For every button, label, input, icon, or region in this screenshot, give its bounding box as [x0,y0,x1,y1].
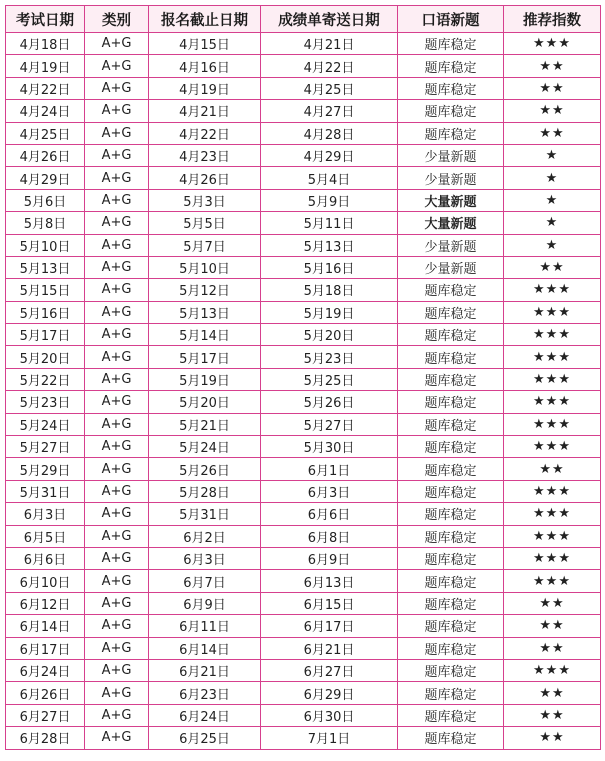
recommendation-stars: ★★★ [504,301,601,323]
table-row [6,570,601,592]
recommendation-stars: ★★★ [504,659,601,681]
header-speaking-new-questions: 口语新题 [398,6,504,33]
table-row [6,189,601,211]
exam-date-cell: 4月18日 [6,33,85,55]
type-cell: A+G [85,122,149,144]
deadline-cell: 4月15日 [149,33,261,55]
recommendation-stars: ★ [504,234,601,256]
result-date-cell: 5月9日 [261,189,398,211]
type-cell: A+G [85,144,149,166]
speaking-status-cell: 题库稳定 [398,100,504,122]
recommendation-stars: ★★ [504,77,601,99]
type-cell: A+G [85,100,149,122]
type-cell: A+G [85,256,149,278]
type-cell: A+G [85,525,149,547]
recommendation-stars: ★★ [504,682,601,704]
table-row [6,525,601,547]
exam-date-cell: 6月24日 [6,659,85,681]
speaking-status-cell: 题库稳定 [398,33,504,55]
exam-date-cell: 5月8日 [6,212,85,234]
speaking-status-cell: 题库稳定 [398,458,504,480]
speaking-status-cell: 大量新题 [398,189,504,211]
result-date-cell: 5月18日 [261,279,398,301]
table-row [6,324,601,346]
exam-date-cell: 6月17日 [6,637,85,659]
deadline-cell: 4月16日 [149,55,261,77]
deadline-cell: 6月11日 [149,615,261,637]
table-row [6,413,601,435]
deadline-cell: 6月7日 [149,570,261,592]
table-row [6,167,601,189]
type-cell: A+G [85,391,149,413]
exam-date-cell: 5月20日 [6,346,85,368]
exam-date-cell: 6月28日 [6,727,85,749]
exam-date-cell: 5月6日 [6,189,85,211]
table-body [6,33,601,750]
result-date-cell: 5月30日 [261,436,398,458]
exam-date-cell: 5月23日 [6,391,85,413]
exam-date-cell: 5月24日 [6,413,85,435]
type-cell: A+G [85,458,149,480]
recommendation-stars: ★★ [504,55,601,77]
header-result-mail-date: 成绩单寄送日期 [261,6,398,33]
table-row [6,77,601,99]
speaking-status-cell: 题库稳定 [398,413,504,435]
deadline-cell: 5月26日 [149,458,261,480]
recommendation-stars: ★★★ [504,279,601,301]
table-row [6,33,601,55]
result-date-cell: 6月21日 [261,637,398,659]
deadline-cell: 5月21日 [149,413,261,435]
table-row [6,637,601,659]
deadline-cell: 5月28日 [149,480,261,502]
type-cell: A+G [85,279,149,301]
type-cell: A+G [85,346,149,368]
header-row [6,6,601,33]
exam-schedule-table [5,5,601,750]
result-date-cell: 6月29日 [261,682,398,704]
recommendation-stars: ★★ [504,637,601,659]
exam-date-cell: 6月14日 [6,615,85,637]
exam-date-cell: 5月15日 [6,279,85,301]
result-date-cell: 6月1日 [261,458,398,480]
speaking-status-cell: 题库稳定 [398,436,504,458]
exam-date-cell: 4月29日 [6,167,85,189]
result-date-cell: 5月23日 [261,346,398,368]
type-cell: A+G [85,727,149,749]
recommendation-stars: ★ [504,189,601,211]
exam-date-cell: 4月26日 [6,144,85,166]
recommendation-stars: ★★★ [504,346,601,368]
recommendation-stars: ★★ [504,122,601,144]
deadline-cell: 6月14日 [149,637,261,659]
table-row [6,682,601,704]
speaking-status-cell: 题库稳定 [398,592,504,614]
type-cell: A+G [85,212,149,234]
exam-date-cell: 5月29日 [6,458,85,480]
exam-date-cell: 6月3日 [6,503,85,525]
recommendation-stars: ★ [504,212,601,234]
table-row [6,368,601,390]
type-cell: A+G [85,637,149,659]
recommendation-stars: ★★ [504,458,601,480]
speaking-status-cell: 题库稳定 [398,279,504,301]
result-date-cell: 4月22日 [261,55,398,77]
speaking-status-cell: 题库稳定 [398,368,504,390]
result-date-cell: 6月27日 [261,659,398,681]
table-row [6,704,601,726]
header-registration-deadline: 报名截止日期 [149,6,261,33]
exam-date-cell: 6月26日 [6,682,85,704]
result-date-cell: 6月17日 [261,615,398,637]
type-cell: A+G [85,33,149,55]
recommendation-stars: ★★★ [504,33,601,55]
recommendation-stars: ★★★ [504,391,601,413]
speaking-status-cell: 题库稳定 [398,480,504,502]
speaking-status-cell: 题库稳定 [398,570,504,592]
speaking-status-cell: 题库稳定 [398,324,504,346]
recommendation-stars: ★★ [504,100,601,122]
result-date-cell: 6月8日 [261,525,398,547]
speaking-status-cell: 题库稳定 [398,682,504,704]
table-row [6,346,601,368]
result-date-cell: 6月13日 [261,570,398,592]
deadline-cell: 4月22日 [149,122,261,144]
recommendation-stars: ★★ [504,592,601,614]
speaking-status-cell: 题库稳定 [398,391,504,413]
result-date-cell: 4月27日 [261,100,398,122]
deadline-cell: 6月23日 [149,682,261,704]
recommendation-stars: ★★★ [504,413,601,435]
result-date-cell: 5月25日 [261,368,398,390]
deadline-cell: 5月31日 [149,503,261,525]
speaking-status-cell: 少量新题 [398,144,504,166]
type-cell: A+G [85,234,149,256]
result-date-cell: 4月21日 [261,33,398,55]
recommendation-stars: ★★★ [504,480,601,502]
deadline-cell: 4月23日 [149,144,261,166]
header-recommendation-index: 推荐指数 [504,6,601,33]
deadline-cell: 4月19日 [149,77,261,99]
result-date-cell: 5月20日 [261,324,398,346]
table-row [6,659,601,681]
deadline-cell: 6月2日 [149,525,261,547]
speaking-status-cell: 题库稳定 [398,346,504,368]
speaking-status-cell: 题库稳定 [398,122,504,144]
type-cell: A+G [85,704,149,726]
exam-date-cell: 5月10日 [6,234,85,256]
deadline-cell: 5月5日 [149,212,261,234]
deadline-cell: 5月12日 [149,279,261,301]
type-cell: A+G [85,480,149,502]
exam-date-cell: 4月24日 [6,100,85,122]
deadline-cell: 5月14日 [149,324,261,346]
type-cell: A+G [85,615,149,637]
deadline-cell: 6月24日 [149,704,261,726]
recommendation-stars: ★ [504,167,601,189]
result-date-cell: 6月30日 [261,704,398,726]
deadline-cell: 5月17日 [149,346,261,368]
table-row [6,234,601,256]
table-row [6,279,601,301]
table-row [6,615,601,637]
result-date-cell: 4月25日 [261,77,398,99]
type-cell: A+G [85,682,149,704]
recommendation-stars: ★★★ [504,570,601,592]
result-date-cell: 6月3日 [261,480,398,502]
type-cell: A+G [85,55,149,77]
table-row [6,55,601,77]
speaking-status-cell: 少量新题 [398,256,504,278]
deadline-cell: 6月21日 [149,659,261,681]
speaking-status-cell: 题库稳定 [398,547,504,569]
result-date-cell: 5月19日 [261,301,398,323]
type-cell: A+G [85,324,149,346]
exam-date-cell: 5月22日 [6,368,85,390]
type-cell: A+G [85,189,149,211]
exam-date-cell: 6月5日 [6,525,85,547]
recommendation-stars: ★★★ [504,547,601,569]
result-date-cell: 6月6日 [261,503,398,525]
deadline-cell: 5月10日 [149,256,261,278]
table-row [6,547,601,569]
deadline-cell: 4月26日 [149,167,261,189]
speaking-status-cell: 题库稳定 [398,77,504,99]
deadline-cell: 5月20日 [149,391,261,413]
exam-date-cell: 6月6日 [6,547,85,569]
deadline-cell: 5月7日 [149,234,261,256]
result-date-cell: 5月4日 [261,167,398,189]
result-date-cell: 5月16日 [261,256,398,278]
deadline-cell: 4月21日 [149,100,261,122]
table-row [6,458,601,480]
deadline-cell: 6月9日 [149,592,261,614]
recommendation-stars: ★ [504,144,601,166]
header-exam-date: 考试日期 [6,6,85,33]
speaking-status-cell: 题库稳定 [398,503,504,525]
type-cell: A+G [85,413,149,435]
header-type: 类别 [85,6,149,33]
table-row [6,592,601,614]
table-row [6,144,601,166]
result-date-cell: 6月9日 [261,547,398,569]
type-cell: A+G [85,436,149,458]
deadline-cell: 6月25日 [149,727,261,749]
type-cell: A+G [85,167,149,189]
type-cell: A+G [85,592,149,614]
result-date-cell: 6月15日 [261,592,398,614]
exam-date-cell: 6月10日 [6,570,85,592]
deadline-cell: 6月3日 [149,547,261,569]
recommendation-stars: ★★★ [504,503,601,525]
speaking-status-cell: 题库稳定 [398,615,504,637]
type-cell: A+G [85,301,149,323]
result-date-cell: 4月28日 [261,122,398,144]
table-row [6,436,601,458]
speaking-status-cell: 题库稳定 [398,659,504,681]
exam-date-cell: 4月19日 [6,55,85,77]
result-date-cell: 4月29日 [261,144,398,166]
deadline-cell: 5月13日 [149,301,261,323]
exam-date-cell: 5月16日 [6,301,85,323]
table-row [6,122,601,144]
speaking-status-cell: 题库稳定 [398,55,504,77]
exam-date-cell: 5月17日 [6,324,85,346]
table-row [6,727,601,749]
deadline-cell: 5月19日 [149,368,261,390]
result-date-cell: 5月26日 [261,391,398,413]
recommendation-stars: ★★★ [504,525,601,547]
speaking-status-cell: 少量新题 [398,234,504,256]
result-date-cell: 5月11日 [261,212,398,234]
type-cell: A+G [85,570,149,592]
result-date-cell: 5月13日 [261,234,398,256]
exam-date-cell: 5月31日 [6,480,85,502]
type-cell: A+G [85,503,149,525]
speaking-status-cell: 题库稳定 [398,637,504,659]
recommendation-stars: ★★ [504,256,601,278]
result-date-cell: 5月27日 [261,413,398,435]
table-row [6,480,601,502]
speaking-status-cell: 少量新题 [398,167,504,189]
exam-date-cell: 6月12日 [6,592,85,614]
type-cell: A+G [85,77,149,99]
result-date-cell: 7月1日 [261,727,398,749]
exam-date-cell: 5月13日 [6,256,85,278]
recommendation-stars: ★★★ [504,436,601,458]
table-row [6,100,601,122]
speaking-status-cell: 题库稳定 [398,525,504,547]
speaking-status-cell: 题库稳定 [398,727,504,749]
table-row [6,503,601,525]
recommendation-stars: ★★ [504,727,601,749]
table-row [6,256,601,278]
table-row [6,391,601,413]
speaking-status-cell: 大量新题 [398,212,504,234]
speaking-status-cell: 题库稳定 [398,704,504,726]
exam-date-cell: 5月27日 [6,436,85,458]
exam-date-cell: 6月27日 [6,704,85,726]
table-row [6,301,601,323]
exam-date-cell: 4月25日 [6,122,85,144]
speaking-status-cell: 题库稳定 [398,301,504,323]
exam-date-cell: 4月22日 [6,77,85,99]
recommendation-stars: ★★ [504,704,601,726]
recommendation-stars: ★★★ [504,368,601,390]
recommendation-stars: ★★★ [504,324,601,346]
deadline-cell: 5月3日 [149,189,261,211]
type-cell: A+G [85,659,149,681]
type-cell: A+G [85,547,149,569]
table-row [6,212,601,234]
recommendation-stars: ★★ [504,615,601,637]
type-cell: A+G [85,368,149,390]
deadline-cell: 5月24日 [149,436,261,458]
